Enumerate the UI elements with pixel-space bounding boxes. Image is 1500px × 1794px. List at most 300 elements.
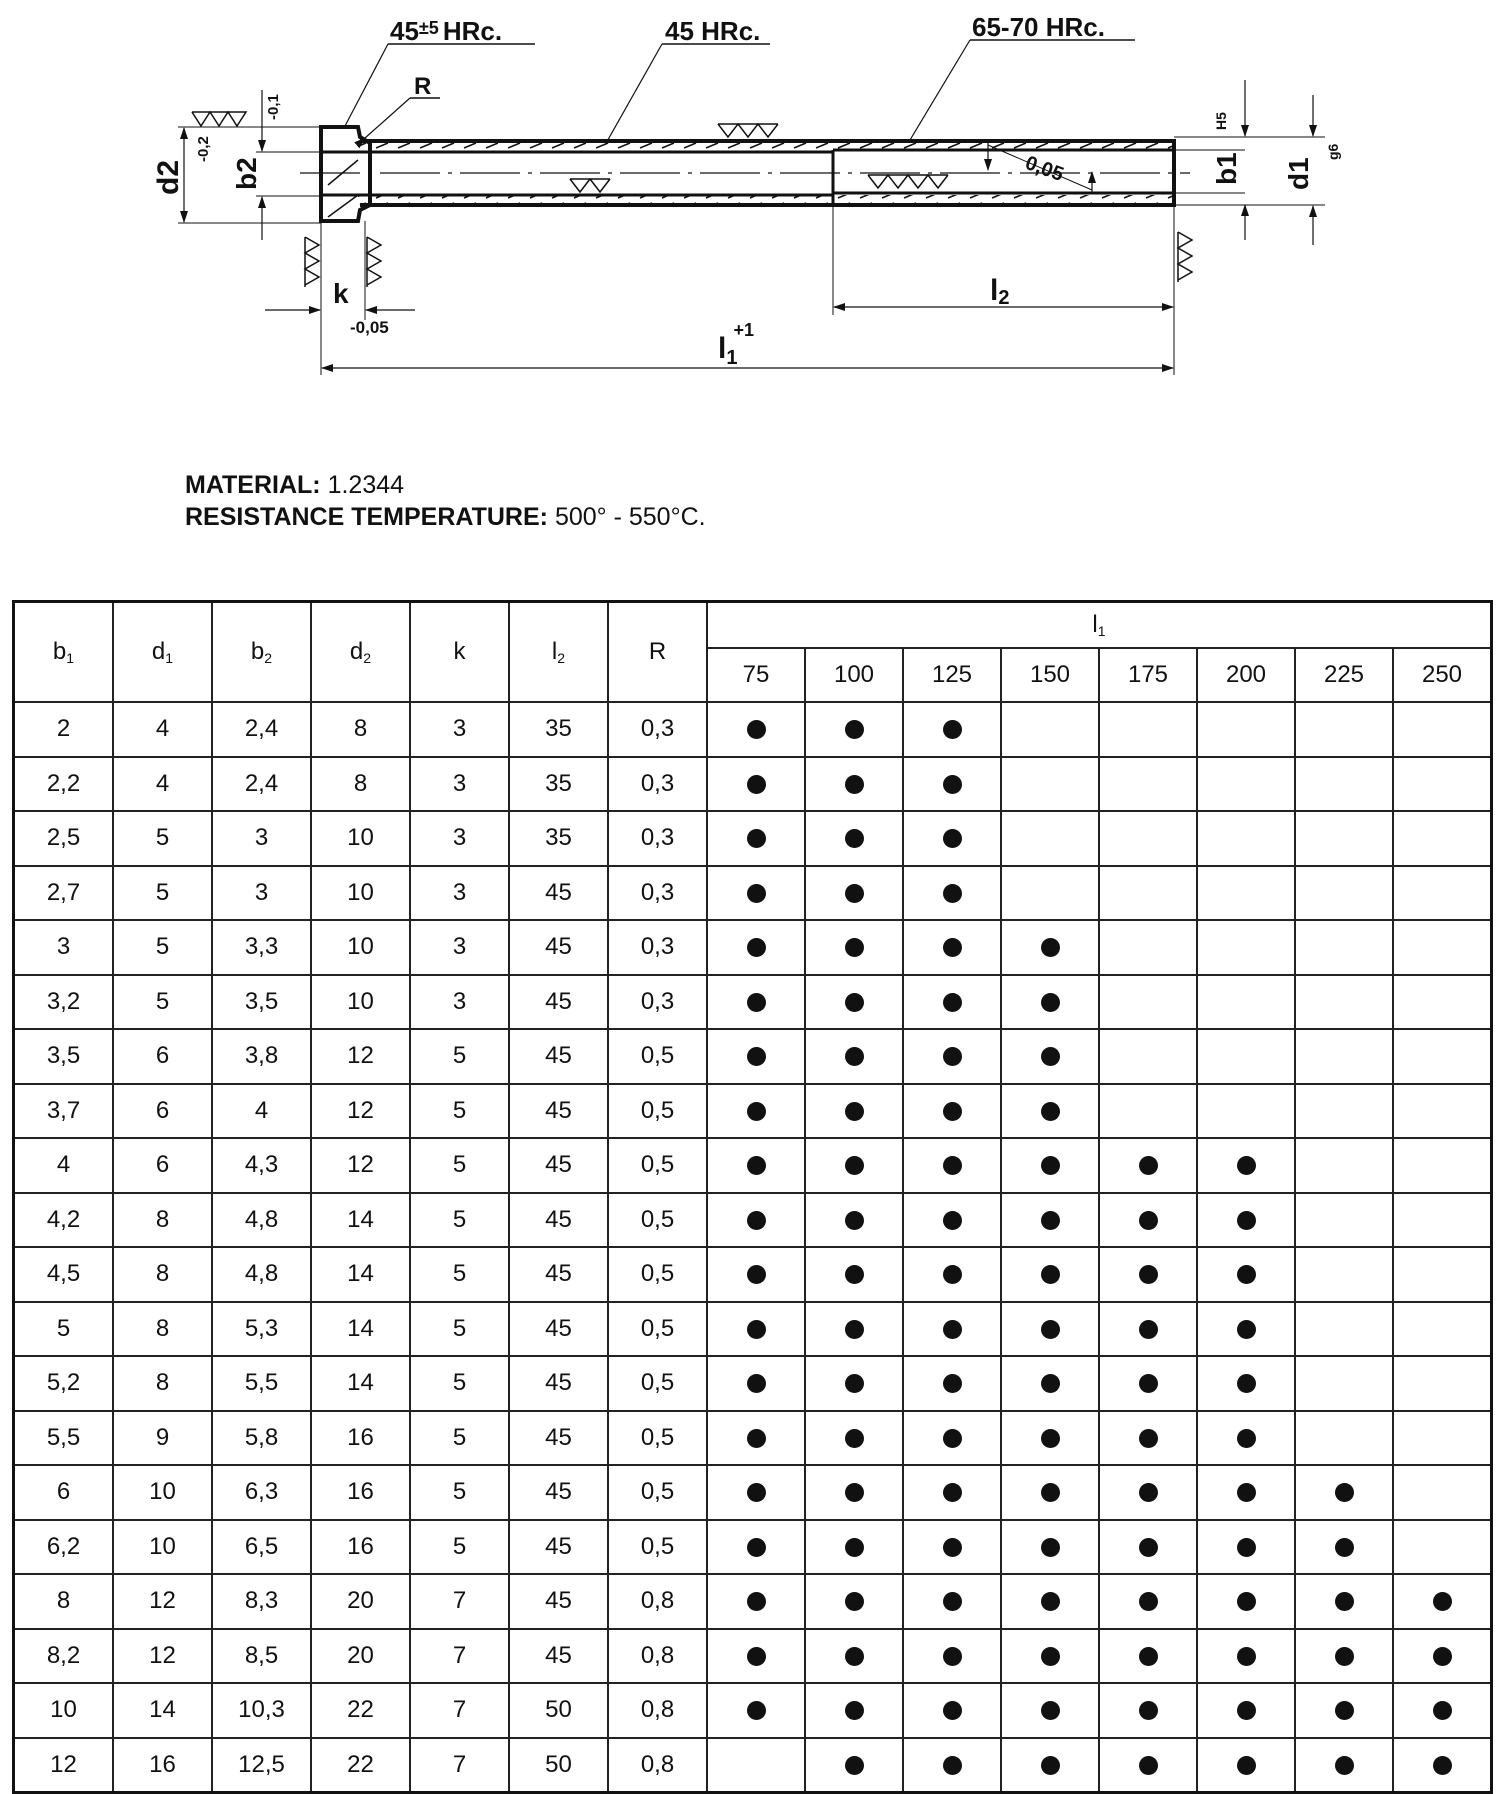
hardness-callout-mid bbox=[605, 16, 770, 145]
cell-d1: 5 bbox=[113, 811, 212, 866]
availability-cell bbox=[1001, 1738, 1099, 1793]
radius-callout bbox=[365, 73, 440, 138]
cell-b1: 5,2 bbox=[14, 1356, 114, 1411]
cell-l2: 45 bbox=[509, 975, 608, 1030]
dim-d1 bbox=[1174, 95, 1341, 245]
table-row bbox=[14, 1029, 1492, 1084]
availability-cell bbox=[1295, 1247, 1393, 1302]
cell-k: 3 bbox=[410, 920, 509, 975]
available-dot-icon bbox=[943, 1374, 962, 1393]
availability-cell bbox=[1197, 1193, 1295, 1248]
cell-d1: 16 bbox=[113, 1738, 212, 1793]
l1-length-header: 200 bbox=[1197, 648, 1295, 702]
cell-k: 5 bbox=[410, 1356, 509, 1411]
availability-cell bbox=[1197, 1411, 1295, 1466]
temperature-label: RESISTANCE TEMPERATURE: bbox=[185, 503, 548, 531]
available-dot-icon bbox=[943, 1756, 962, 1775]
availability-cell bbox=[1295, 1465, 1393, 1520]
column-header-subscript: 1 bbox=[66, 650, 75, 666]
availability-cell bbox=[707, 1193, 805, 1248]
availability-cell bbox=[1001, 1138, 1099, 1193]
column-header-subscript: 1 bbox=[165, 650, 174, 666]
available-dot-icon bbox=[943, 1102, 962, 1121]
cell-b2: 4,8 bbox=[212, 1193, 311, 1248]
available-dot-icon bbox=[1041, 1265, 1060, 1284]
available-dot-icon bbox=[845, 1156, 864, 1175]
available-dot-icon bbox=[1041, 993, 1060, 1012]
available-dot-icon bbox=[943, 884, 962, 903]
availability-cell bbox=[1393, 1247, 1492, 1302]
column-header-label: b bbox=[52, 638, 67, 665]
cell-b1: 6,2 bbox=[14, 1520, 114, 1575]
cell-k: 5 bbox=[410, 1302, 509, 1357]
availability-cell bbox=[1393, 920, 1492, 975]
svg-text:b1: b1 bbox=[1211, 152, 1242, 185]
svg-text:-0,2: -0,2 bbox=[195, 136, 212, 162]
table-row bbox=[14, 1084, 1492, 1139]
l1-length-header: 100 bbox=[805, 648, 903, 702]
availability-cell bbox=[1001, 1193, 1099, 1248]
availability-cell bbox=[1001, 1247, 1099, 1302]
cell-l2: 50 bbox=[509, 1738, 608, 1793]
available-dot-icon bbox=[943, 1265, 962, 1284]
availability-cell bbox=[1393, 1138, 1492, 1193]
cell-b1: 6 bbox=[14, 1465, 114, 1520]
availability-cell bbox=[1197, 757, 1295, 812]
availability-cell bbox=[1001, 702, 1099, 757]
available-dot-icon bbox=[845, 1320, 864, 1339]
available-dot-icon bbox=[1041, 1429, 1060, 1448]
cell-b2: 4 bbox=[212, 1084, 311, 1139]
availability-cell bbox=[1295, 1738, 1393, 1793]
cell-d2: 14 bbox=[311, 1193, 410, 1248]
table-row bbox=[14, 702, 1492, 757]
available-dot-icon bbox=[845, 884, 864, 903]
availability-cell bbox=[1295, 1520, 1393, 1575]
dim-l2 bbox=[833, 207, 1174, 375]
table-header-row bbox=[14, 602, 1492, 649]
available-dot-icon bbox=[747, 829, 766, 848]
cell-l2: 45 bbox=[509, 1138, 608, 1193]
cell-d1: 4 bbox=[113, 757, 212, 812]
cell-b2: 3,8 bbox=[212, 1029, 311, 1084]
availability-cell bbox=[903, 1302, 1001, 1357]
column-header bbox=[311, 602, 410, 703]
cell-r: 0,3 bbox=[608, 757, 707, 812]
availability-cell bbox=[1197, 1302, 1295, 1357]
availability-cell bbox=[903, 1738, 1001, 1793]
availability-cell bbox=[1001, 1683, 1099, 1738]
available-dot-icon bbox=[747, 1538, 766, 1557]
availability-cell bbox=[805, 1084, 903, 1139]
cell-r: 0,5 bbox=[608, 1138, 707, 1193]
availability-cell bbox=[1197, 1574, 1295, 1629]
table-row bbox=[14, 1683, 1492, 1738]
available-dot-icon bbox=[1041, 1374, 1060, 1393]
availability-cell bbox=[903, 1193, 1001, 1248]
available-dot-icon bbox=[845, 1592, 864, 1611]
cell-b1: 2,5 bbox=[14, 811, 114, 866]
cell-k: 3 bbox=[410, 811, 509, 866]
cell-r: 0,5 bbox=[608, 1411, 707, 1466]
hardness-callout-head bbox=[345, 16, 535, 126]
cell-b2: 2,4 bbox=[212, 702, 311, 757]
available-dot-icon bbox=[943, 1211, 962, 1230]
availability-cell bbox=[1197, 1520, 1295, 1575]
cell-b1: 4,5 bbox=[14, 1247, 114, 1302]
availability-cell bbox=[1393, 1411, 1492, 1466]
cell-b1: 3,5 bbox=[14, 1029, 114, 1084]
cell-d2: 12 bbox=[311, 1138, 410, 1193]
availability-cell bbox=[1099, 1138, 1197, 1193]
availability-cell bbox=[903, 1683, 1001, 1738]
available-dot-icon bbox=[1237, 1265, 1256, 1284]
availability-cell bbox=[903, 1574, 1001, 1629]
availability-cell bbox=[1295, 975, 1393, 1030]
availability-cell bbox=[1001, 866, 1099, 921]
available-dot-icon bbox=[943, 1156, 962, 1175]
cell-d1: 8 bbox=[113, 1356, 212, 1411]
availability-cell bbox=[1001, 1084, 1099, 1139]
cell-k: 5 bbox=[410, 1084, 509, 1139]
availability-cell bbox=[707, 811, 805, 866]
availability-cell bbox=[707, 1574, 805, 1629]
availability-cell bbox=[707, 1247, 805, 1302]
cell-b2: 3 bbox=[212, 866, 311, 921]
column-header bbox=[212, 602, 311, 703]
available-dot-icon bbox=[1237, 1538, 1256, 1557]
temperature-spec bbox=[185, 502, 706, 532]
availability-cell bbox=[1393, 1029, 1492, 1084]
cell-b1: 2,2 bbox=[14, 757, 114, 812]
available-dot-icon bbox=[1237, 1592, 1256, 1611]
available-dot-icon bbox=[845, 775, 864, 794]
availability-cell bbox=[1197, 1138, 1295, 1193]
cell-d2: 14 bbox=[311, 1247, 410, 1302]
hardness-tip-label: 65-70 HRc. bbox=[972, 12, 1105, 42]
cell-b1: 2,7 bbox=[14, 866, 114, 921]
available-dot-icon bbox=[845, 993, 864, 1012]
available-dot-icon bbox=[1139, 1647, 1158, 1666]
cell-b2: 3,3 bbox=[212, 920, 311, 975]
availability-cell bbox=[805, 1193, 903, 1248]
cell-k: 3 bbox=[410, 702, 509, 757]
availability-cell bbox=[1295, 1084, 1393, 1139]
availability-cell bbox=[707, 866, 805, 921]
availability-cell bbox=[805, 811, 903, 866]
availability-cell bbox=[707, 702, 805, 757]
availability-cell bbox=[1197, 1738, 1295, 1793]
column-header-label: R bbox=[648, 638, 667, 665]
available-dot-icon bbox=[747, 1211, 766, 1230]
cell-k: 5 bbox=[410, 1465, 509, 1520]
cell-b1: 3 bbox=[14, 920, 114, 975]
technical-drawing bbox=[0, 0, 1500, 400]
availability-cell bbox=[1099, 920, 1197, 975]
availability-cell bbox=[707, 1465, 805, 1520]
temperature-value: 500° - 550°C. bbox=[554, 503, 706, 531]
availability-cell bbox=[1295, 757, 1393, 812]
cell-k: 3 bbox=[410, 757, 509, 812]
available-dot-icon bbox=[1237, 1211, 1256, 1230]
material-value: 1.2344 bbox=[327, 471, 405, 499]
cell-b2: 4,8 bbox=[212, 1247, 311, 1302]
available-dot-icon bbox=[747, 1701, 766, 1720]
availability-cell bbox=[1001, 1629, 1099, 1684]
svg-text:k: k bbox=[333, 278, 349, 309]
available-dot-icon bbox=[1335, 1701, 1354, 1720]
l1-length-header: 75 bbox=[707, 648, 805, 702]
available-dot-icon bbox=[1041, 1102, 1060, 1121]
availability-cell bbox=[1197, 702, 1295, 757]
available-dot-icon bbox=[1433, 1756, 1452, 1775]
availability-cell bbox=[1393, 1302, 1492, 1357]
availability-cell bbox=[1295, 1302, 1393, 1357]
availability-cell bbox=[805, 1738, 903, 1793]
availability-cell bbox=[1099, 702, 1197, 757]
availability-cell bbox=[707, 920, 805, 975]
availability-cell bbox=[1393, 866, 1492, 921]
availability-cell bbox=[903, 1138, 1001, 1193]
svg-text:H5: H5 bbox=[1213, 112, 1229, 130]
availability-cell bbox=[1295, 1629, 1393, 1684]
available-dot-icon bbox=[747, 1647, 766, 1666]
cell-r: 0,5 bbox=[608, 1084, 707, 1139]
available-dot-icon bbox=[747, 1265, 766, 1284]
cell-b1: 8,2 bbox=[14, 1629, 114, 1684]
available-dot-icon bbox=[845, 938, 864, 957]
cell-k: 5 bbox=[410, 1520, 509, 1575]
available-dot-icon bbox=[845, 1265, 864, 1284]
svg-text:-0,1: -0,1 bbox=[265, 94, 282, 120]
availability-cell bbox=[805, 1029, 903, 1084]
available-dot-icon bbox=[845, 1483, 864, 1502]
available-dot-icon bbox=[747, 1483, 766, 1502]
cell-r: 0,5 bbox=[608, 1029, 707, 1084]
availability-cell bbox=[1393, 1683, 1492, 1738]
availability-cell bbox=[1099, 811, 1197, 866]
column-header bbox=[14, 602, 114, 703]
available-dot-icon bbox=[747, 1320, 766, 1339]
availability-cell bbox=[903, 702, 1001, 757]
availability-cell bbox=[1099, 1356, 1197, 1411]
cell-d1: 14 bbox=[113, 1683, 212, 1738]
available-dot-icon bbox=[1041, 1538, 1060, 1557]
available-dot-icon bbox=[1433, 1592, 1452, 1611]
availability-cell bbox=[805, 1683, 903, 1738]
availability-cell bbox=[707, 1520, 805, 1575]
cell-d2: 16 bbox=[311, 1520, 410, 1575]
cell-b1: 2 bbox=[14, 702, 114, 757]
available-dot-icon bbox=[747, 1429, 766, 1448]
availability-cell bbox=[903, 811, 1001, 866]
available-dot-icon bbox=[1335, 1756, 1354, 1775]
availability-cell bbox=[805, 1574, 903, 1629]
cell-l2: 45 bbox=[509, 1574, 608, 1629]
available-dot-icon bbox=[1335, 1647, 1354, 1666]
availability-cell bbox=[903, 1084, 1001, 1139]
l1-length-header: 125 bbox=[903, 648, 1001, 702]
hardness-mid-label: 45 HRc. bbox=[665, 16, 761, 46]
availability-cell bbox=[1099, 1302, 1197, 1357]
column-header bbox=[410, 602, 509, 703]
cell-b2: 6,5 bbox=[212, 1520, 311, 1575]
table-row bbox=[14, 1138, 1492, 1193]
available-dot-icon bbox=[1041, 1701, 1060, 1720]
availability-cell bbox=[805, 866, 903, 921]
cell-b2: 5,5 bbox=[212, 1356, 311, 1411]
cell-l2: 45 bbox=[509, 1247, 608, 1302]
available-dot-icon bbox=[943, 1592, 962, 1611]
cell-k: 7 bbox=[410, 1629, 509, 1684]
cell-r: 0,8 bbox=[608, 1574, 707, 1629]
cell-b1: 5,5 bbox=[14, 1411, 114, 1466]
available-dot-icon bbox=[845, 720, 864, 739]
availability-cell bbox=[1197, 975, 1295, 1030]
table-row bbox=[14, 1465, 1492, 1520]
cell-l2: 50 bbox=[509, 1683, 608, 1738]
availability-cell bbox=[1295, 1574, 1393, 1629]
availability-cell bbox=[1295, 1356, 1393, 1411]
cell-b2: 8,5 bbox=[212, 1629, 311, 1684]
availability-cell bbox=[1197, 920, 1295, 975]
available-dot-icon bbox=[1041, 1756, 1060, 1775]
availability-cell bbox=[1099, 1193, 1197, 1248]
cell-l2: 45 bbox=[509, 1302, 608, 1357]
availability-cell bbox=[1099, 1084, 1197, 1139]
cell-d1: 8 bbox=[113, 1247, 212, 1302]
dimension-table-wrapper bbox=[12, 600, 1493, 1794]
cell-d1: 6 bbox=[113, 1084, 212, 1139]
dimension-table bbox=[12, 600, 1493, 1794]
l1-length-header: 175 bbox=[1099, 648, 1197, 702]
cell-d2: 14 bbox=[311, 1356, 410, 1411]
cell-d2: 10 bbox=[311, 920, 410, 975]
availability-cell bbox=[805, 1411, 903, 1466]
svg-text:0,05: 0,05 bbox=[1022, 152, 1067, 187]
availability-cell bbox=[1099, 1683, 1197, 1738]
cell-r: 0,8 bbox=[608, 1738, 707, 1793]
availability-cell bbox=[707, 1138, 805, 1193]
availability-cell bbox=[1295, 1411, 1393, 1466]
available-dot-icon bbox=[943, 1320, 962, 1339]
cell-d2: 14 bbox=[311, 1302, 410, 1357]
availability-cell bbox=[1295, 1193, 1393, 1248]
availability-cell bbox=[1393, 1629, 1492, 1684]
availability-cell bbox=[707, 757, 805, 812]
availability-cell bbox=[1393, 1574, 1492, 1629]
cell-r: 0,8 bbox=[608, 1629, 707, 1684]
cell-l2: 45 bbox=[509, 1029, 608, 1084]
availability-cell bbox=[1197, 811, 1295, 866]
cell-b1: 5 bbox=[14, 1302, 114, 1357]
availability-cell bbox=[1197, 1084, 1295, 1139]
availability-cell bbox=[1393, 757, 1492, 812]
available-dot-icon bbox=[1139, 1265, 1158, 1284]
cell-l2: 45 bbox=[509, 1356, 608, 1411]
available-dot-icon bbox=[1139, 1320, 1158, 1339]
cell-k: 7 bbox=[410, 1738, 509, 1793]
l1-length-header: 250 bbox=[1393, 648, 1492, 702]
availability-cell bbox=[1001, 1520, 1099, 1575]
table-row bbox=[14, 1411, 1492, 1466]
cell-k: 5 bbox=[410, 1029, 509, 1084]
hardness-callout-tip bbox=[910, 12, 1135, 140]
availability-cell bbox=[707, 1084, 805, 1139]
availability-cell bbox=[1001, 757, 1099, 812]
dim-b1 bbox=[1174, 80, 1250, 240]
cell-d1: 10 bbox=[113, 1465, 212, 1520]
available-dot-icon bbox=[1139, 1756, 1158, 1775]
table-row bbox=[14, 1574, 1492, 1629]
availability-cell bbox=[1295, 1138, 1393, 1193]
column-header-label: d bbox=[151, 638, 166, 665]
availability-cell bbox=[1001, 811, 1099, 866]
available-dot-icon bbox=[943, 1538, 962, 1557]
cell-k: 5 bbox=[410, 1138, 509, 1193]
table-row bbox=[14, 1520, 1492, 1575]
svg-text:d1: d1 bbox=[1283, 157, 1314, 190]
available-dot-icon bbox=[1041, 1047, 1060, 1066]
availability-cell bbox=[903, 1629, 1001, 1684]
available-dot-icon bbox=[1139, 1701, 1158, 1720]
available-dot-icon bbox=[1335, 1483, 1354, 1502]
available-dot-icon bbox=[845, 1756, 864, 1775]
svg-text:b2: b2 bbox=[231, 157, 262, 190]
cell-k: 5 bbox=[410, 1193, 509, 1248]
available-dot-icon bbox=[943, 1429, 962, 1448]
cell-d1: 8 bbox=[113, 1302, 212, 1357]
column-header bbox=[509, 602, 608, 703]
availability-cell bbox=[707, 1029, 805, 1084]
available-dot-icon bbox=[1041, 938, 1060, 957]
cell-d2: 10 bbox=[311, 811, 410, 866]
cell-l2: 35 bbox=[509, 757, 608, 812]
cell-k: 3 bbox=[410, 975, 509, 1030]
available-dot-icon bbox=[943, 720, 962, 739]
available-dot-icon bbox=[747, 884, 766, 903]
cell-l2: 35 bbox=[509, 811, 608, 866]
cell-b1: 12 bbox=[14, 1738, 114, 1793]
table-row bbox=[14, 920, 1492, 975]
cell-r: 0,3 bbox=[608, 920, 707, 975]
availability-cell bbox=[707, 1683, 805, 1738]
table-row bbox=[14, 1302, 1492, 1357]
available-dot-icon bbox=[845, 1047, 864, 1066]
availability-cell bbox=[1001, 1465, 1099, 1520]
svg-text:-0,05: -0,05 bbox=[350, 318, 389, 337]
available-dot-icon bbox=[845, 1429, 864, 1448]
l1-group-header bbox=[707, 602, 1492, 649]
column-header-subscript: 2 bbox=[557, 650, 566, 666]
cell-l2: 45 bbox=[509, 866, 608, 921]
cell-b2: 3,5 bbox=[212, 975, 311, 1030]
cell-b2: 6,3 bbox=[212, 1465, 311, 1520]
table-row bbox=[14, 1356, 1492, 1411]
availability-cell bbox=[1099, 1574, 1197, 1629]
hardness-head-label: $45^{\pm 5}$ HRc. bbox=[390, 16, 503, 46]
available-dot-icon bbox=[943, 1047, 962, 1066]
available-dot-icon bbox=[1041, 1647, 1060, 1666]
cell-b1: 4,2 bbox=[14, 1193, 114, 1248]
table-row bbox=[14, 757, 1492, 812]
cell-d1: 8 bbox=[113, 1193, 212, 1248]
cell-l2: 45 bbox=[509, 1193, 608, 1248]
cell-k: 3 bbox=[410, 866, 509, 921]
available-dot-icon bbox=[1237, 1374, 1256, 1393]
cell-d1: 6 bbox=[113, 1029, 212, 1084]
availability-cell bbox=[903, 866, 1001, 921]
